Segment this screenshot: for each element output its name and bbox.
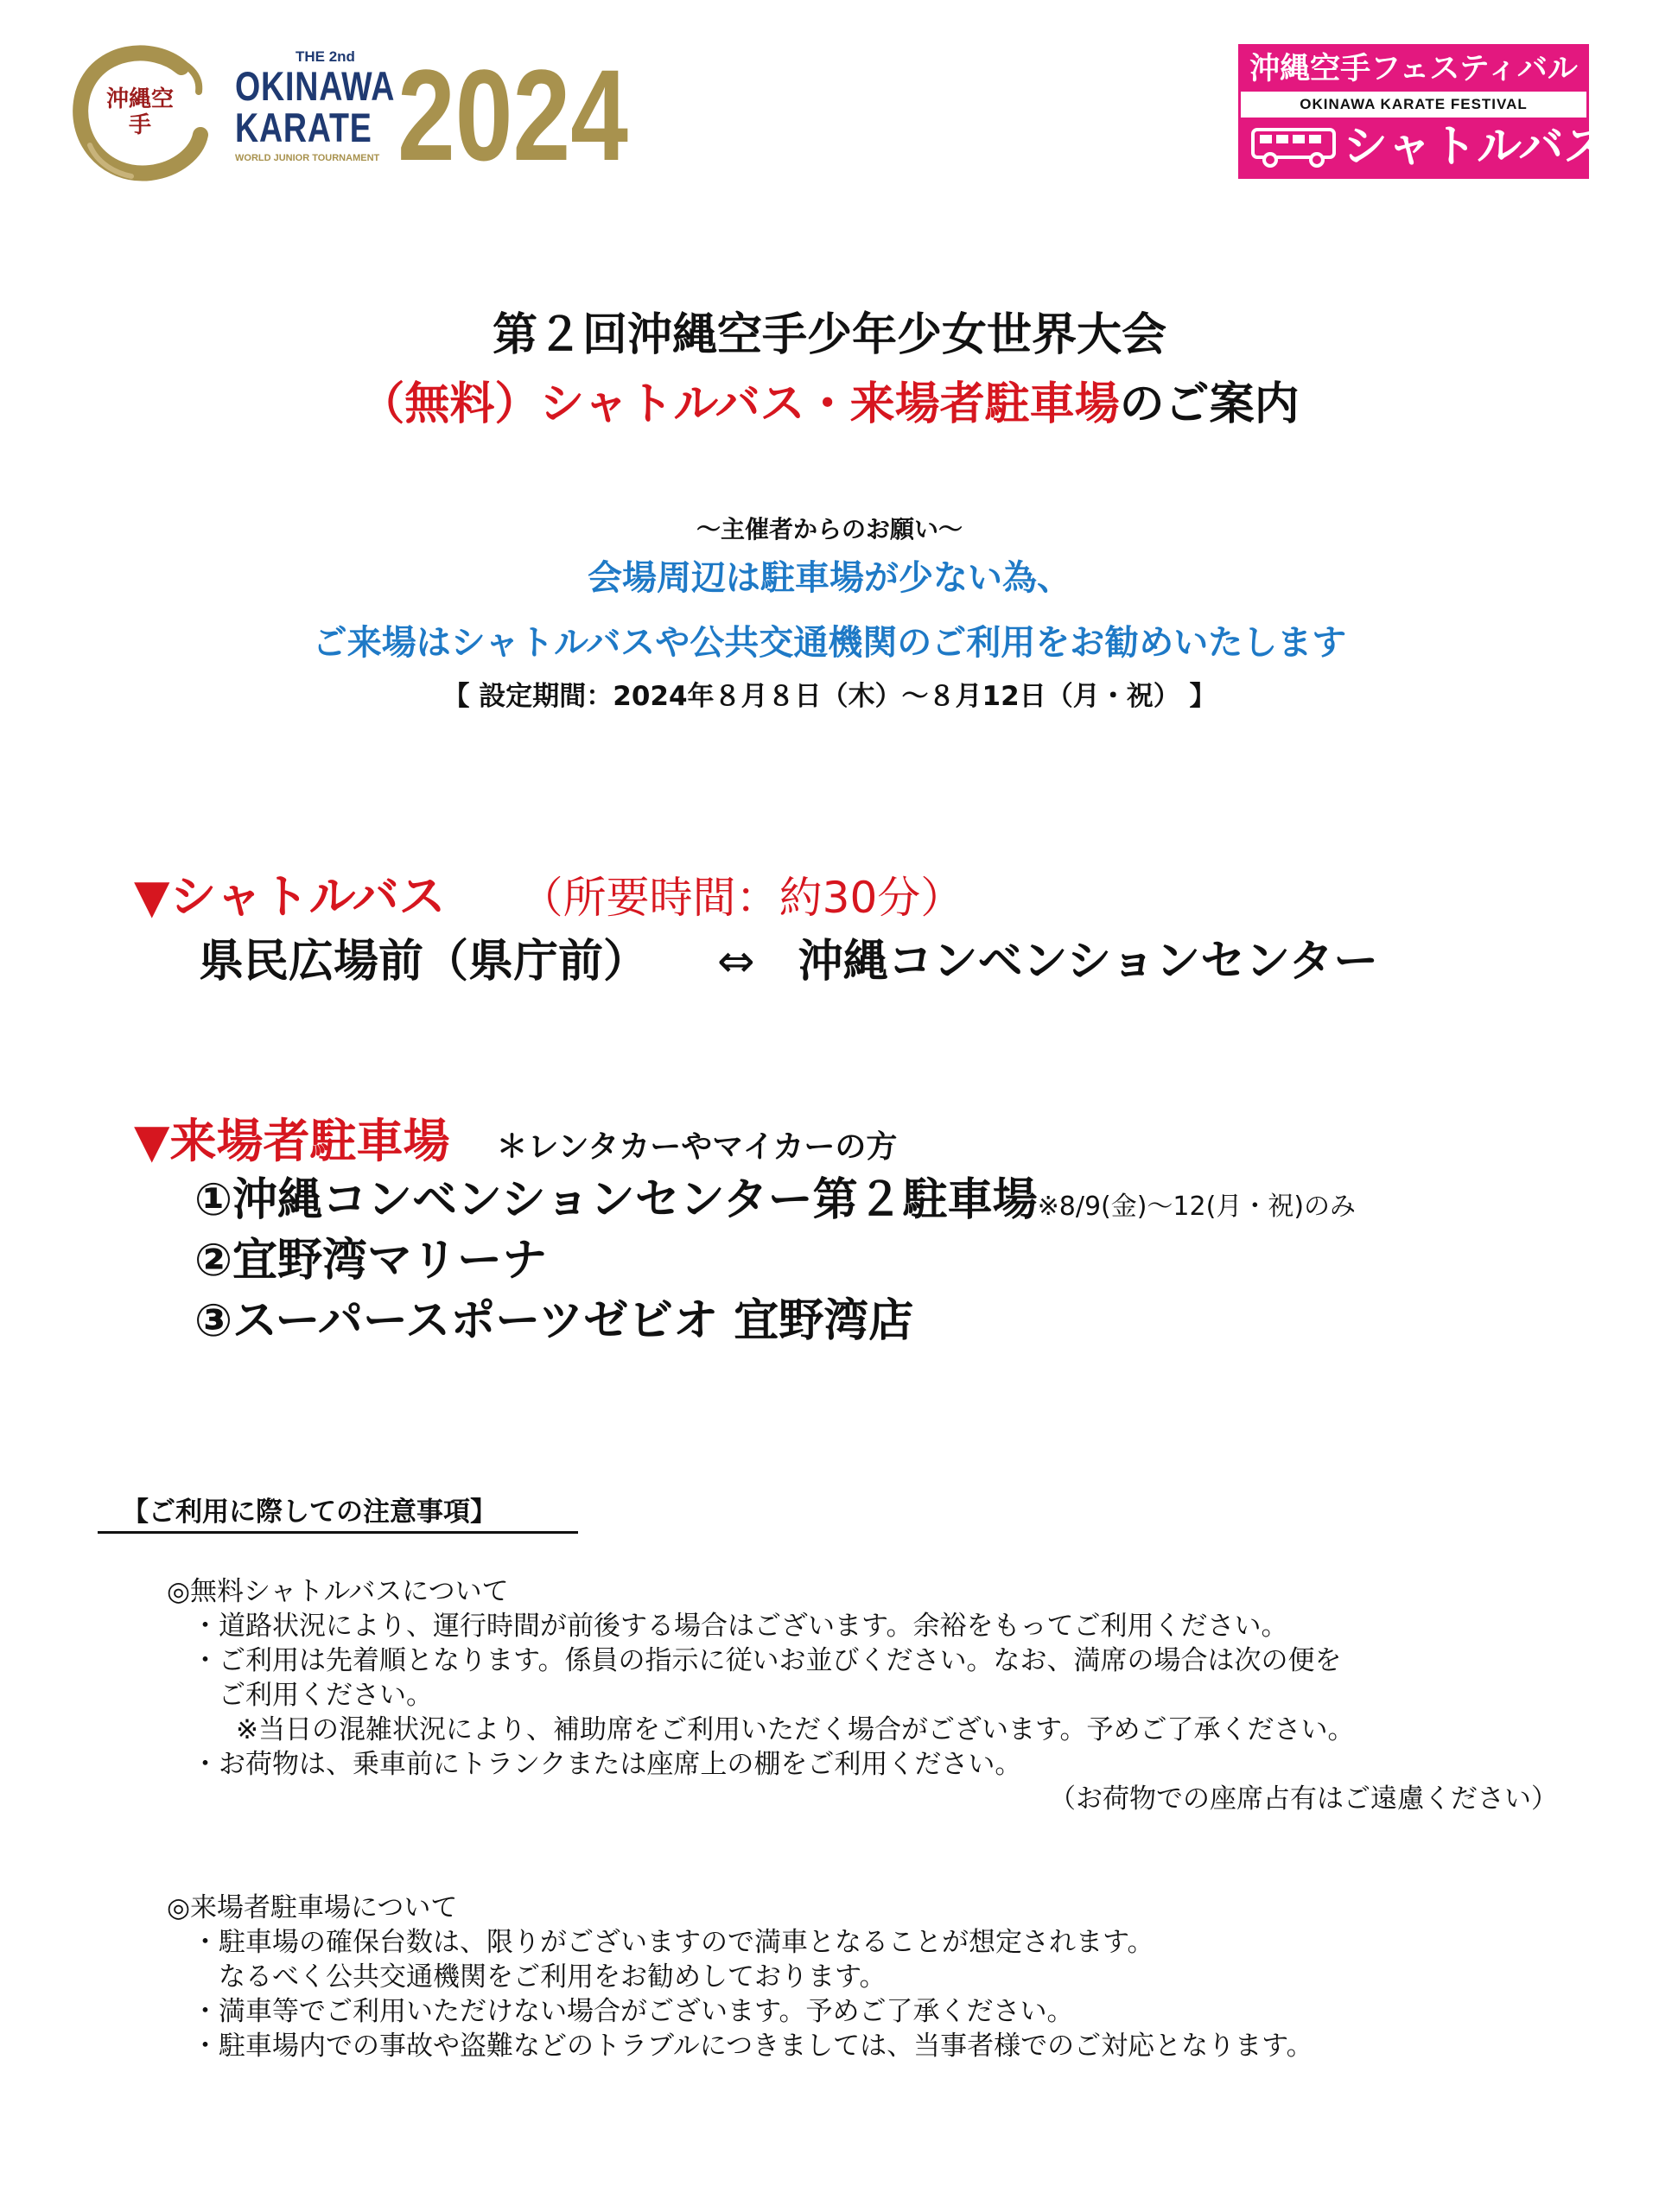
request-line-1: 会場周辺は駐車場が少ない為、 — [588, 558, 1071, 598]
festival-name: 沖縄空手フェスティバル — [1241, 47, 1586, 92]
route-arrow: ⇔ — [717, 936, 755, 988]
emblem-text: 沖縄空手 — [105, 86, 174, 138]
subtitle-highlight: （無料）シャトルバス・来場者駐車場 — [359, 378, 1120, 430]
bus-note-line: ・道路状況により、運行時間が前後する場合はございます。余裕をもってご利用ください。 — [192, 1611, 1288, 1642]
subtitle-suffix: のご案内 — [1119, 378, 1300, 430]
parking-note: ＊レンタカーやマイカーの方 — [496, 1129, 898, 1165]
page-title: 第２回沖縄空手少年少女世界大会 — [492, 309, 1166, 361]
shuttle-section-heading — [134, 867, 963, 938]
parking-heading: ▼来場者駐車場 — [134, 1114, 450, 1168]
bus-note-line: ご利用ください。 — [219, 1680, 433, 1711]
logo-karate: KARATE — [235, 105, 372, 150]
request-line-2: ご来場はシャトルバスや公共交通機関のご利用をお勧めいたします — [312, 623, 1347, 663]
parking-note-line: ・駐車場の確保台数は、限りがございますので満車となることが想定されます。 — [192, 1927, 1154, 1958]
logo-edition: THE 2nd — [296, 48, 355, 65]
bus-icon — [1249, 126, 1339, 168]
route-from: 県民広場前（県庁前） — [199, 936, 649, 988]
shuttle-bus-banner — [1241, 118, 1609, 176]
parking-lot-label: ①沖縄コンベンションセンター第２駐車場 — [194, 1174, 1038, 1226]
parking-lot-item: ②宜野湾マリーナ — [194, 1235, 548, 1287]
bus-note-line: （お荷物での座席占有はご遠慮ください） — [1049, 1783, 1558, 1815]
parking-note-line: ・満車等でご利用いただけない場合がございます。予めご了承ください。 — [192, 1996, 1074, 2027]
tournament-logo — [71, 41, 628, 188]
shuttle-route — [199, 931, 1378, 992]
page-subtitle — [0, 373, 1659, 435]
logo-year: 2024 — [397, 42, 628, 188]
parking-lot-note: ※8/9(金)～12(月・祝)のみ — [1037, 1192, 1357, 1222]
request-heading: ～主催者からのお願い～ — [696, 515, 963, 543]
notes-heading: 【ご利用に際しての注意事項】 — [98, 1493, 578, 1534]
logo-subtitle: WORLD JUNIOR TOURNAMENT — [235, 153, 380, 163]
shuttle-duration: （所要時間：約30分） — [519, 873, 964, 923]
parking-lot-item — [194, 1170, 1356, 1237]
bus-notes-heading: ◎無料シャトルバスについて — [167, 1576, 509, 1607]
karate-emblem-icon — [71, 41, 209, 184]
shuttle-bus-logo — [1238, 44, 1609, 179]
parking-lot-item: ③スーパースポーツゼビオ 宜野湾店 — [194, 1295, 914, 1347]
logo-okinawa: OKINAWA — [235, 63, 396, 109]
service-period: 【 設定期間：2024年８月８日（木）～８月12日（月・祝） 】 — [442, 681, 1217, 712]
parking-notes-heading: ◎来場者駐車場について — [167, 1892, 458, 1923]
shuttle-heading: ▼シャトルバス — [134, 869, 446, 924]
parking-note-line: なるべく公共交通機関をご利用をお勧めしております。 — [219, 1961, 887, 1993]
bus-note-line: ・ご利用は先着順となります。係員の指示に従いお並びください。なお、満席の場合は次の便を — [192, 1645, 1342, 1676]
route-to: 沖縄コンベンションセンター — [798, 936, 1379, 988]
parking-note-line: ・駐車場内での事故や盗難などのトラブルにつきましては、当事者様でのご対応となります。 — [192, 2031, 1313, 2062]
bus-note-line: ・お荷物は、乗車前にトランクまたは座席上の棚をご利用ください。 — [192, 1749, 1022, 1780]
festival-name-en: OKINAWA KARATE FESTIVAL — [1300, 96, 1528, 112]
shuttle-bus-label: シャトルバス — [1343, 121, 1609, 173]
bus-note-line: ※当日の混雑状況により、補助席をご利用いただく場合がございます。予めご了承ください。 — [236, 1714, 1355, 1745]
